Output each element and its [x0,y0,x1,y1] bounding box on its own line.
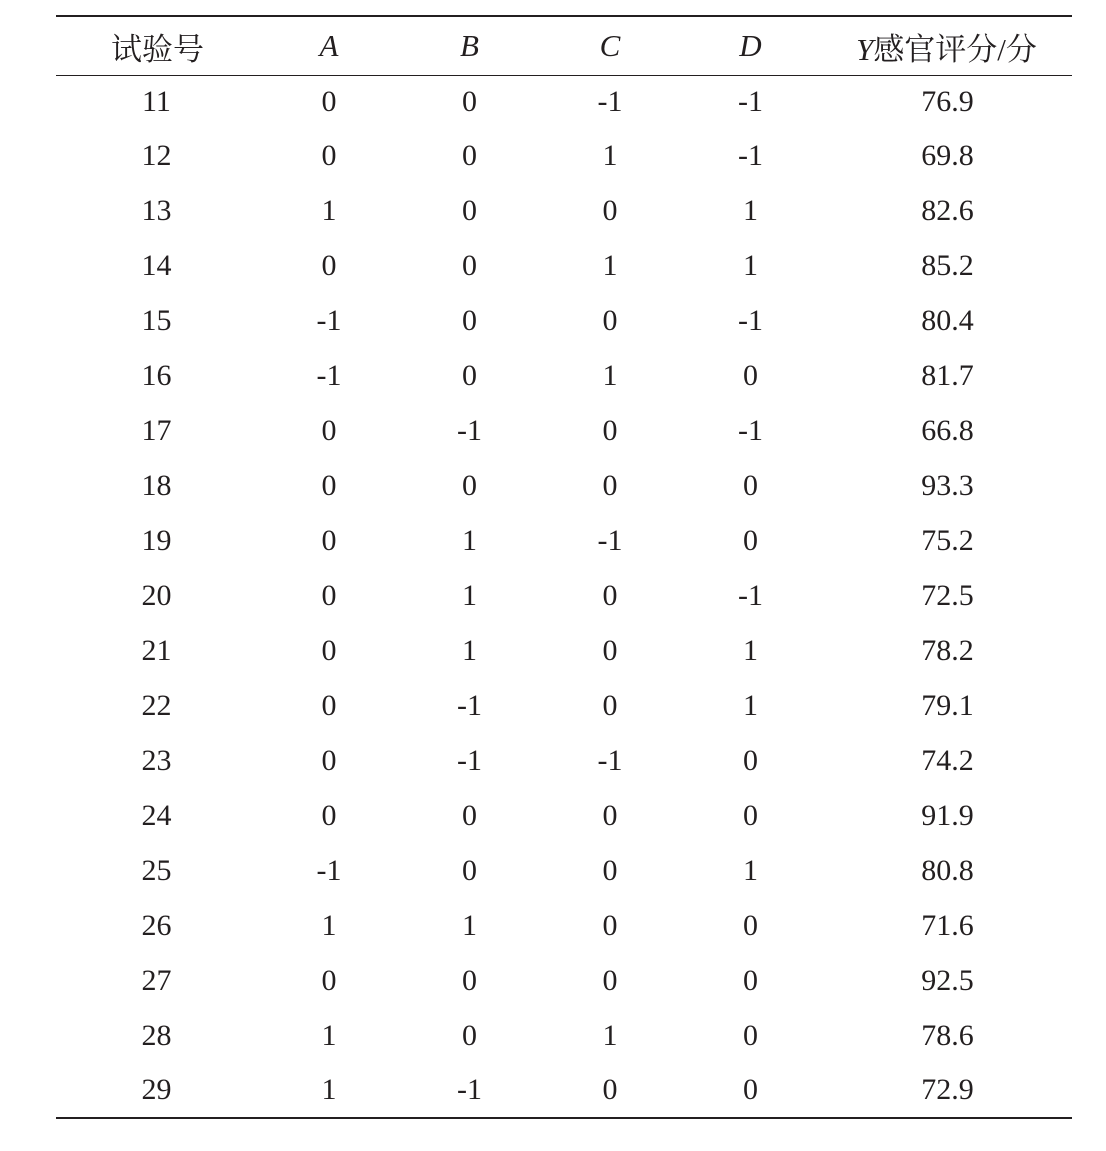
factor-d-cell: 0 [743,798,758,832]
sensory-score-cell: 74.2 [921,743,974,777]
run-number-cell: 29 [141,1073,172,1106]
factor-c-cell: 0 [602,798,618,832]
table-row [56,788,1072,843]
factor-b-cell: 0 [462,138,477,172]
run-number-cell: 14 [141,248,172,282]
factor-d-cell: 1 [743,248,758,282]
results-table-container [56,15,1072,1119]
table-row [56,843,1072,898]
factor-d-cell: 0 [743,1018,758,1052]
factor-b-cell: 0 [462,853,477,887]
factor-a-cell: 0 [321,85,337,118]
table-row [56,293,1072,348]
table-row [56,458,1072,513]
run-number-cell: 26 [141,908,172,942]
factor-b-cell: -1 [457,743,482,777]
sensory-score-cell: 91.9 [921,798,974,832]
run-number-cell: 23 [141,743,172,777]
factor-c-cell: 0 [602,1073,618,1106]
factor-b-cell: 1 [462,578,477,612]
factor-b-cell: 1 [462,523,477,557]
factor-b-cell: -1 [457,688,482,722]
table-row [56,898,1072,953]
sensory-score-cell: 75.2 [921,523,974,557]
factor-d-cell: 1 [743,193,758,227]
factor-a-cell: 0 [321,578,337,612]
factor-d-cell: -1 [738,138,763,172]
run-number-cell: 27 [141,963,172,997]
factor-b-cell: 0 [462,193,477,227]
table-row [56,568,1072,623]
factor-a-cell: -1 [316,853,342,887]
factor-b-cell: 1 [462,633,477,667]
factor-c-cell: 0 [602,578,618,612]
factor-b-cell: 0 [462,85,477,118]
run-number-cell: 28 [141,1018,172,1052]
sensory-score-cell: 82.6 [921,193,974,227]
factor-a-cell: 0 [321,468,337,502]
run-number-cell: 20 [141,578,172,612]
factor-c-cell: -1 [597,85,623,118]
run-number-cell: 13 [141,193,172,227]
factor-a-cell: 1 [321,1018,337,1052]
run-number-cell: 24 [141,798,172,832]
factor-c-cell: 1 [602,248,618,282]
sensory-score-cell: 76.9 [921,85,974,118]
sensory-score-cell: 72.5 [921,578,974,612]
factor-d-cell: -1 [738,578,763,612]
factor-a-cell: -1 [316,303,342,337]
factor-b-cell: 0 [462,798,477,832]
factor-b-cell: 0 [462,468,477,502]
factor-a-cell: 0 [321,743,337,777]
factor-a-cell: 0 [321,138,337,172]
experiment-results-table [56,15,1072,1119]
factor-b-cell: 0 [462,358,477,392]
run-number-cell: 16 [141,358,172,392]
run-number-cell: 11 [142,85,171,118]
factor-c-cell: -1 [597,523,623,557]
factor-d-cell: 0 [743,743,758,777]
factor-d-cell: 0 [743,358,758,392]
factor-c-cell: 0 [602,908,618,942]
sensory-score-cell: 66.8 [921,413,974,447]
factor-a-cell: 0 [321,688,337,722]
factor-d-cell: 0 [743,468,758,502]
factor-c-cell: 0 [602,413,618,447]
run-number-cell: 22 [141,688,172,722]
factor-d-cell: 1 [743,633,758,667]
factor-b-cell: 1 [462,908,477,942]
sensory-score-cell: 72.9 [921,1073,974,1106]
factor-c-cell: 1 [602,138,618,172]
factor-c-cell: 0 [602,303,618,337]
header-y-label: 感官评分/分 [873,31,1037,67]
factor-a-cell: 0 [321,248,337,282]
factor-c-cell: 0 [602,963,618,997]
table-row [56,678,1072,733]
table-row [56,513,1072,568]
factor-d-cell: 1 [743,853,758,887]
factor-b-cell: 0 [462,963,477,997]
factor-d-cell: 0 [743,523,758,557]
factor-c-cell: 0 [602,688,618,722]
sensory-score-cell: 71.6 [921,908,974,942]
run-number-cell: 18 [141,468,172,502]
sensory-score-cell: 92.5 [921,963,974,997]
factor-c-cell: 0 [602,193,618,227]
sensory-score-cell: 69.8 [921,138,974,172]
header-factor-c: C [599,28,621,63]
run-number-cell: 17 [141,413,172,447]
sensory-score-cell: 79.1 [921,688,974,722]
sensory-score-cell: 80.8 [921,853,974,887]
factor-b-cell: -1 [457,1073,482,1106]
table-row [56,183,1072,238]
factor-a-cell: 0 [321,633,337,667]
factor-a-cell: 0 [321,963,337,997]
factor-d-cell: -1 [738,85,763,118]
table-row [56,128,1072,183]
sensory-score-cell: 81.7 [921,358,974,392]
header-row [56,16,1072,76]
header-run-number: 试验号 [111,31,204,67]
factor-c-cell: 0 [602,468,618,502]
factor-c-cell: 0 [602,633,618,667]
table-row [56,238,1072,293]
factor-c-cell: 1 [602,1018,618,1052]
sensory-score-cell: 78.6 [921,1018,974,1052]
header-factor-a: A [319,28,339,63]
factor-d-cell: -1 [738,303,763,337]
table-row [56,1008,1072,1063]
factor-d-cell: -1 [738,413,763,447]
factor-d-cell: 0 [743,963,758,997]
header-factor-b: B [460,28,479,63]
run-number-cell: 25 [141,853,172,887]
header-sensory-score [821,16,1072,76]
table-row [56,348,1072,403]
table-row [56,953,1072,1008]
factor-d-cell: 0 [743,908,758,942]
factor-a-cell: 0 [321,413,337,447]
run-number-cell: 15 [141,303,172,337]
factor-a-cell: 1 [321,908,337,942]
sensory-score-cell: 93.3 [921,468,974,502]
factor-b-cell: 0 [462,248,477,282]
factor-b-cell: -1 [457,413,482,447]
table-row [56,403,1072,458]
table-row [56,623,1072,678]
sensory-score-cell: 78.2 [921,633,974,667]
header-factor-d: D [739,28,762,63]
table-row [56,1063,1072,1118]
factor-a-cell: -1 [316,358,342,392]
factor-b-cell: 0 [462,1018,477,1052]
run-number-cell: 19 [141,523,172,557]
factor-a-cell: 1 [321,1073,337,1106]
factor-a-cell: 1 [321,193,337,227]
factor-a-cell: 0 [321,798,337,832]
factor-c-cell: -1 [597,743,623,777]
table-row [56,733,1072,788]
factor-d-cell: 0 [743,1073,758,1106]
factor-c-cell: 0 [602,853,618,887]
sensory-score-cell: 85.2 [921,248,974,282]
factor-d-cell: 1 [743,688,758,722]
factor-c-cell: 1 [602,358,618,392]
table-header [56,16,1072,76]
header-y-variable: Y [856,31,874,67]
sensory-score-cell: 80.4 [921,303,974,337]
factor-a-cell: 0 [321,523,337,557]
table-body [56,76,1072,1119]
table-row [56,76,1072,129]
factor-b-cell: 0 [462,303,477,337]
run-number-cell: 21 [141,633,172,667]
run-number-cell: 12 [141,138,172,172]
